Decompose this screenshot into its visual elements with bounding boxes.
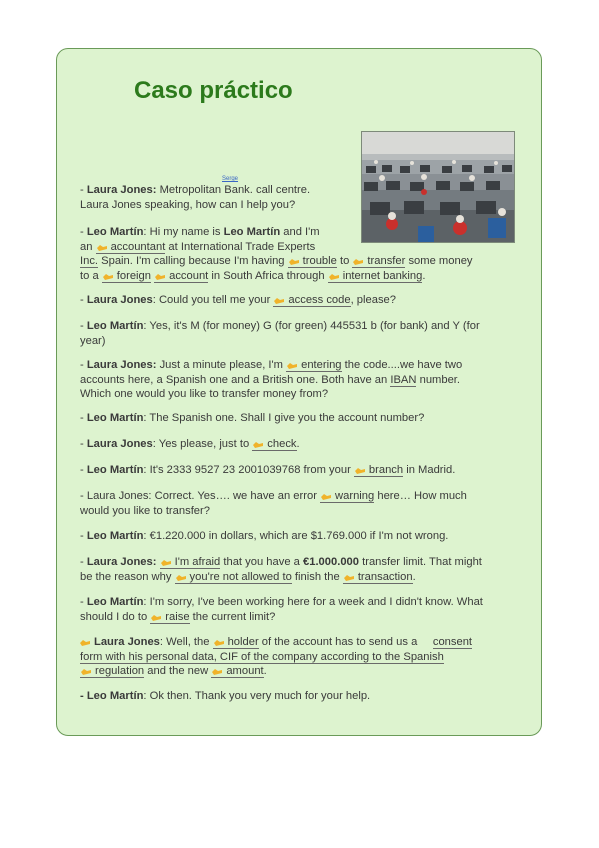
vocab-link[interactable]: Inc.	[80, 255, 99, 267]
pointing-hand-icon	[253, 440, 264, 448]
dialogue-line-2: - Leo Martín: Hi my name is Leo Martín and I'm an accountant at International Trade Experts	[80, 226, 320, 253]
pointing-hand-icon	[214, 638, 225, 646]
vocab-link[interactable]: trouble	[288, 255, 337, 268]
speaker-name: Leo Martín	[86, 412, 144, 424]
dialogue-line-6: - Leo Martín: The Spanish one. Shall I give you the account number?	[80, 412, 425, 424]
vocab-link[interactable]: foreign	[102, 270, 151, 283]
vocab-link[interactable]: account	[154, 270, 208, 283]
dialogue-line-11: - Laura Jones: I'm afraid that you have a €1.000.000 transfer limit. That might be the reason why you're not allowed to finish the transaction.	[80, 556, 482, 583]
vocab-link[interactable]: entering	[286, 359, 341, 372]
vocab-link[interactable]: consent	[432, 636, 473, 648]
speaker-name: Laura Jones:	[86, 359, 157, 371]
dialogue-line-9: - Laura Jones: Correct. Yes…. we have an error warning here… How much would you like to transfer?	[80, 490, 467, 517]
speaker-name: Laura Jones	[94, 636, 160, 648]
vocab-link[interactable]: raise	[150, 611, 189, 624]
speaker-name: Laura Jones	[86, 438, 153, 450]
dialogue-line-3: - Laura Jones: Could you tell me your access code, please?	[80, 294, 396, 306]
pointing-hand-icon	[81, 667, 92, 675]
dialogue-line-8: - Leo Martín: It's 2333 9527 23 2001039768 from your branch in Madrid.	[80, 464, 456, 476]
vocab-link[interactable]: warning	[320, 490, 374, 503]
page-title: Caso práctico	[134, 77, 293, 104]
dialogue-line-14: - Leo Martín: Ok then. Thank you very much for your help.	[80, 690, 371, 702]
iban-link[interactable]: IBAN	[390, 373, 417, 386]
pointing-hand-icon	[289, 257, 300, 265]
image-credit-link[interactable]: Serge	[222, 176, 239, 182]
speaker-name: Leo Martín	[86, 690, 144, 702]
vocab-link[interactable]: branch	[354, 464, 403, 477]
pointing-hand-icon	[344, 573, 355, 581]
speaker-name: Leo Martín	[86, 464, 144, 476]
vocab-link[interactable]: internet banking	[328, 270, 423, 283]
speaker-name: Laura Jones	[86, 490, 149, 502]
dialogue-line-1: - Laura Jones: Metropolitan Bank. call centre. Laura Jones speaking, how can I help you?	[80, 184, 311, 211]
pointing-hand-icon	[329, 272, 340, 280]
pointing-hand-icon	[274, 296, 285, 304]
speaker-name: Laura Jones:	[86, 184, 157, 196]
dialogue-line-12: - Leo Martín: I'm sorry, I've been working here for a week and I didn't know. What should I do to raise the current limit?	[80, 596, 483, 623]
pointing-hand-icon	[161, 558, 172, 566]
pointing-hand-icon	[97, 243, 108, 251]
pointing-hand-icon	[212, 667, 223, 675]
call-centre-image	[362, 132, 514, 242]
pointing-hand-icon	[287, 361, 298, 369]
speaker-name: Laura Jones:	[86, 556, 157, 568]
vocab-link[interactable]: regulation	[80, 665, 144, 678]
vocab-link[interactable]: amount	[211, 665, 263, 678]
vocab-link[interactable]: transaction	[343, 571, 413, 584]
pointing-hand-icon	[155, 272, 166, 280]
dialogue-line-2-cont: Inc. Spain. I'm calling because I'm having trouble to transfer some money to a foreign account in South Africa through internet banking.	[80, 255, 473, 282]
speaker-name: Leo Martín	[86, 530, 144, 542]
speaker-name: Laura Jones	[86, 294, 153, 306]
dialogue-line-10: - Leo Martín: €1.220.000 in dollars, which are $1.769.000 if I'm not wrong.	[80, 530, 449, 542]
pointing-hand-icon	[176, 573, 187, 581]
speaker-name: Leo Martín	[86, 596, 144, 608]
vocab-link[interactable]: access code	[273, 294, 350, 307]
dialogue-line-7: - Laura Jones: Yes please, just to check.	[80, 438, 300, 450]
vocab-link[interactable]: you're not allowed to	[175, 571, 292, 584]
speaker-name: Leo Martín	[86, 320, 144, 332]
vocab-link[interactable]: holder	[213, 636, 259, 649]
speaker-name: Leo Martín	[86, 226, 144, 238]
pointing-hand-icon	[355, 466, 366, 474]
vocab-link[interactable]: form with his personal data, CIF of the company according to the Spanish	[80, 650, 444, 663]
vocab-link[interactable]: accountant	[96, 241, 166, 254]
vocab-link[interactable]: I'm afraid	[160, 556, 221, 569]
vocab-link[interactable]: transfer	[352, 255, 405, 268]
pointing-hand-icon	[353, 257, 364, 265]
call-centre-photo	[361, 131, 515, 243]
dialogue-line-4: - Leo Martín: Yes, it's M (for money) G (for green) 445531 b (for bank) and Y (for year)	[80, 320, 480, 347]
dialogue-line-5: - Laura Jones: Just a minute please, I'm entering the code....we have two accounts here, a Spanish one and a British one. Both have an IBAN number. Which one would you like to transfer money from?	[80, 359, 463, 401]
dialogue-line-13: Laura Jones: Well, the holder of the account has to send us a consent form with his personal data, CIF of the company according to the Spanish regulation and the new amount.	[80, 636, 473, 678]
pointing-hand-icon	[151, 613, 162, 621]
vocab-link[interactable]: check	[252, 438, 296, 451]
pointing-hand-icon	[80, 638, 91, 646]
pointing-hand-icon	[321, 492, 332, 500]
pointing-hand-icon	[103, 272, 114, 280]
